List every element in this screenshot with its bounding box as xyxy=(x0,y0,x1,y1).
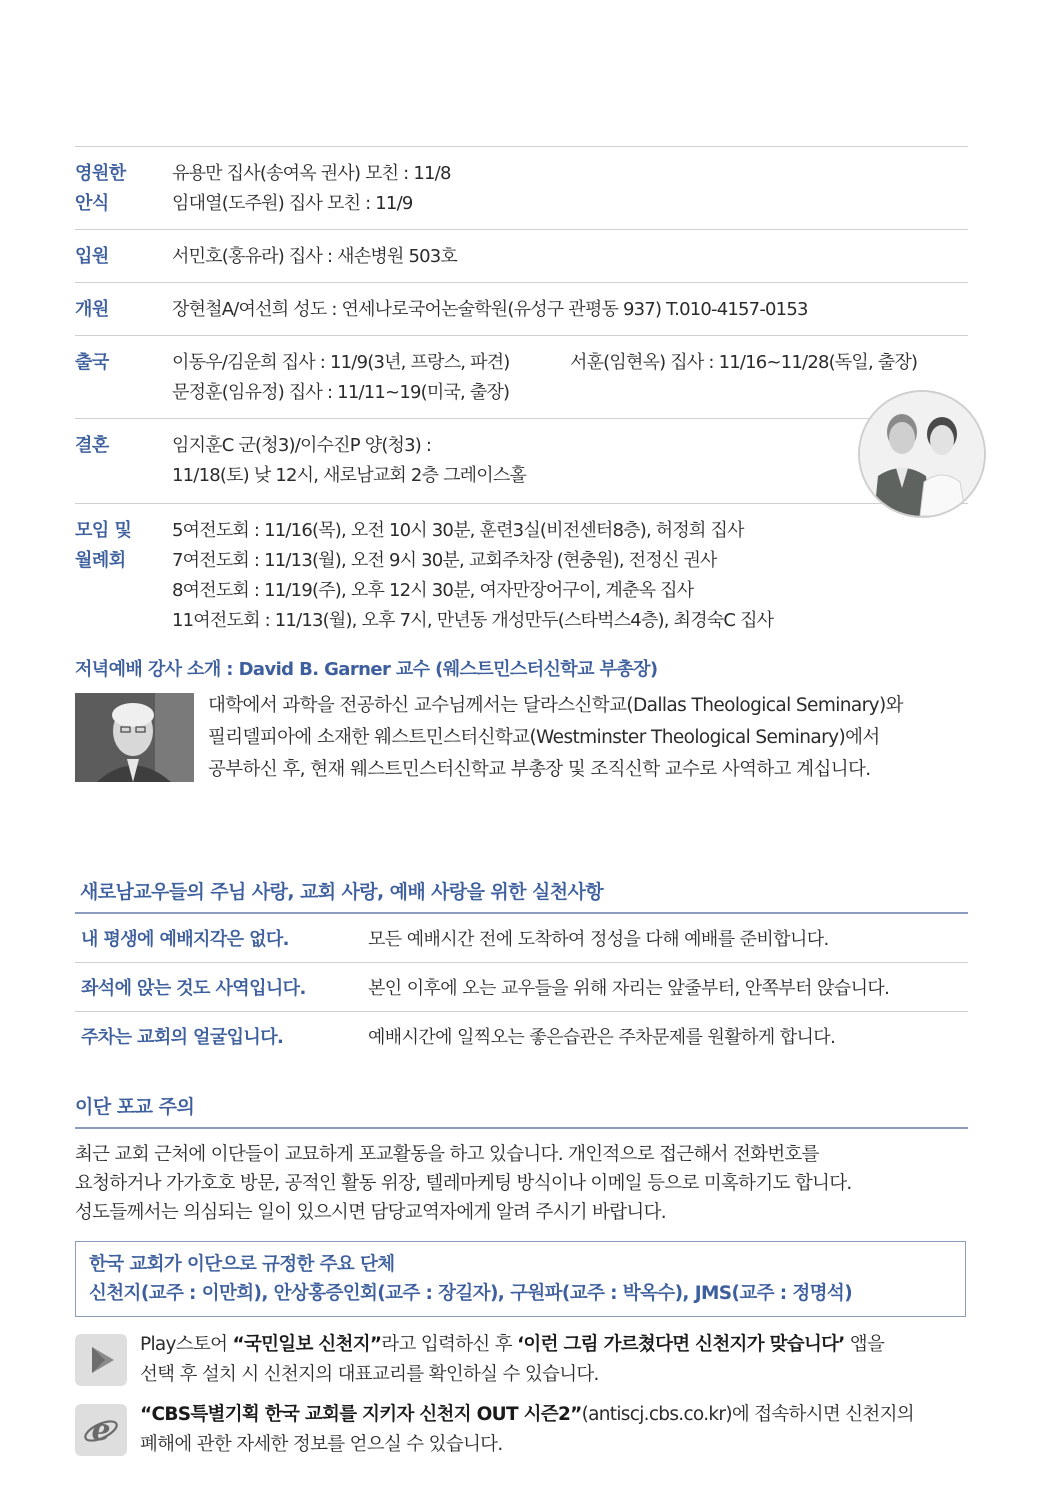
news-row-wedding xyxy=(75,418,968,503)
practice-value: 모든 예배시간 전에 도착하여 정성을 다해 예배를 준비합니다. xyxy=(368,929,829,950)
practice-key: 좌석에 앉는 것도 사역입니다. xyxy=(81,978,306,999)
cult-box-list: 신천지(교주 : 이만희), 안상홍증인회(교주 : 장길자), 구원파(교주 : 박옥수), JMS(교주 : 정명석) xyxy=(89,1283,853,1304)
tip-play-store xyxy=(75,1330,970,1390)
internet-explorer-icon[interactable] xyxy=(75,1404,127,1456)
news-label: 개원 xyxy=(75,299,109,320)
warning-divider xyxy=(75,1127,968,1129)
news-line: 11/18(토) 낮 12시, 새로남교회 2층 그레이스홀 xyxy=(172,465,527,486)
news-table xyxy=(75,146,968,646)
news-row-meetings xyxy=(75,503,968,646)
news-line: 임대열(도주원) 집사 모친 : 11/9 xyxy=(172,193,413,214)
speaker-portrait xyxy=(75,693,194,782)
warning-line: 요청하거나 가가호호 방문, 공적인 활동 위장, 텔레마케팅 방식이나 이메일 등으로 미혹하기도 합니다. xyxy=(75,1173,852,1194)
news-row-opening xyxy=(75,282,968,335)
practice-title: 새로남교우들의 주님 사랑, 교회 사랑, 예배 사랑을 위한 실천사항 xyxy=(80,881,603,903)
news-line: 11여전도회 : 11/13(월), 오후 7시, 만년동 개성만두(스타벅스4층), 최경숙C 집사 xyxy=(172,610,774,631)
news-label: 입원 xyxy=(75,246,109,267)
practice-key: 주차는 교회의 얼굴입니다. xyxy=(81,1027,284,1048)
practice-row xyxy=(75,914,968,963)
wedding-couple-photo xyxy=(858,390,986,518)
tip-website xyxy=(75,1400,970,1460)
news-line: 문정훈(임유정) 집사 : 11/11~19(미국, 출장) xyxy=(172,382,510,403)
news-row-hospital xyxy=(75,229,968,282)
tip-text: 선택 후 설치 시 신천지의 대표교리를 확인하실 수 있습니다. xyxy=(140,1364,599,1385)
news-line: 이동우/김운희 집사 : 11/9(3년, 프랑스, 파견) xyxy=(172,352,510,373)
news-line: 서민호(홍유라) 집사 : 새손병원 503호 xyxy=(172,246,457,267)
news-line: 5여전도회 : 11/16(목), 오전 10시 30분, 훈련3실(비전센터8층), 허정희 집사 xyxy=(172,520,744,541)
speaker-bio xyxy=(208,690,970,786)
practice-row xyxy=(75,1012,968,1060)
warning-body xyxy=(75,1140,975,1227)
tip-web-text xyxy=(140,1400,914,1460)
tip-text: 라고 입력하신 후 xyxy=(381,1334,518,1355)
couple-illustration xyxy=(860,392,984,516)
tip-bold: “CBS특별기획 한국 교회를 지키자 신천지 OUT 시즌2” xyxy=(140,1404,582,1425)
cult-box-title: 한국 교회가 이단으로 규정한 주요 단체 xyxy=(89,1254,395,1275)
practice-value: 본인 이후에 오는 교우들을 위해 자리는 앞줄부터, 안쪽부터 앉습니다. xyxy=(368,978,890,999)
news-line: 유용만 집사(송여옥 권사) 모친 : 11/8 xyxy=(172,163,451,184)
practice-value: 예배시간에 일찍오는 좋은습관은 주차문제를 원활하게 합니다. xyxy=(368,1027,836,1048)
speaker-bio-line: 대학에서 과학을 전공하신 교수님께서는 달라스신학교(Dallas Theological Seminary)와 xyxy=(208,695,903,716)
tip-bold: ‘이런 그림 가르쳤다면 신천지가 맞습니다’ xyxy=(517,1334,845,1355)
tip-text: 폐해에 관한 자세한 정보를 얻으실 수 있습니다. xyxy=(140,1434,503,1455)
tip-text: Play스토어 xyxy=(140,1334,233,1355)
practice-row xyxy=(75,963,968,1012)
news-label: 모임 및 월례회 xyxy=(75,520,132,571)
warning-line: 성도들께서는 의심되는 일이 있으시면 담당교역자에게 알려 주시기 바랍니다. xyxy=(75,1202,666,1223)
news-row-condolence xyxy=(75,146,968,229)
warning-title: 이단 포교 주의 xyxy=(75,1096,195,1118)
news-line: 서훈(임현옥) 집사 : 11/16~11/28(독일, 출장) xyxy=(570,352,918,373)
speaker-title: 저녁예배 강사 소개 : David B. Garner 교수 (웨스트민스터신학교 부총장) xyxy=(75,659,658,680)
svg-text:e: e xyxy=(91,1413,111,1448)
news-line: 7여전도회 : 11/13(월), 오전 9시 30분, 교회주차장 (현충원), 전정신 권사 xyxy=(172,550,717,571)
news-line: 8여전도회 : 11/19(주), 오후 12시 30분, 여자만장어구이, 계춘옥 집사 xyxy=(172,580,694,601)
cult-list-box xyxy=(75,1241,966,1317)
tip-play-text xyxy=(140,1330,884,1390)
news-line: 임지훈C 군(청3)/이수진P 양(청3) : xyxy=(172,435,432,456)
news-row-departure xyxy=(75,335,968,418)
news-line: 장현철A/여선희 성도 : 연세나로국어논술학원(유성구 관평동 937) T.010-4157-0153 xyxy=(172,299,808,320)
news-label: 영원한 안식 xyxy=(75,163,126,214)
news-label: 결혼 xyxy=(75,435,109,456)
speaker-bio-line: 공부하신 후, 현재 웨스트민스터신학교 부총장 및 조직신학 교수로 사역하고 계십니다. xyxy=(208,759,871,780)
play-store-icon[interactable] xyxy=(75,1334,127,1386)
tip-bold: “국민일보 신천지” xyxy=(232,1334,382,1355)
news-label: 출국 xyxy=(75,352,109,373)
warning-line: 최근 교회 근처에 이단들이 교묘하게 포교활동을 하고 있습니다. 개인적으로 접근해서 전화번호를 xyxy=(75,1144,819,1165)
practice-table xyxy=(75,912,968,1060)
practice-key: 내 평생에 예배지각은 없다. xyxy=(81,929,289,950)
speaker-bio-line: 필리델피아에 소재한 웨스트민스터신학교(Westminster Theological Seminary)에서 xyxy=(208,727,880,748)
speaker-photo xyxy=(75,693,194,782)
tip-text: (antiscj.cbs.co.kr)에 접속하시면 신천지의 xyxy=(581,1404,914,1425)
tip-text: 앱을 xyxy=(844,1334,885,1355)
